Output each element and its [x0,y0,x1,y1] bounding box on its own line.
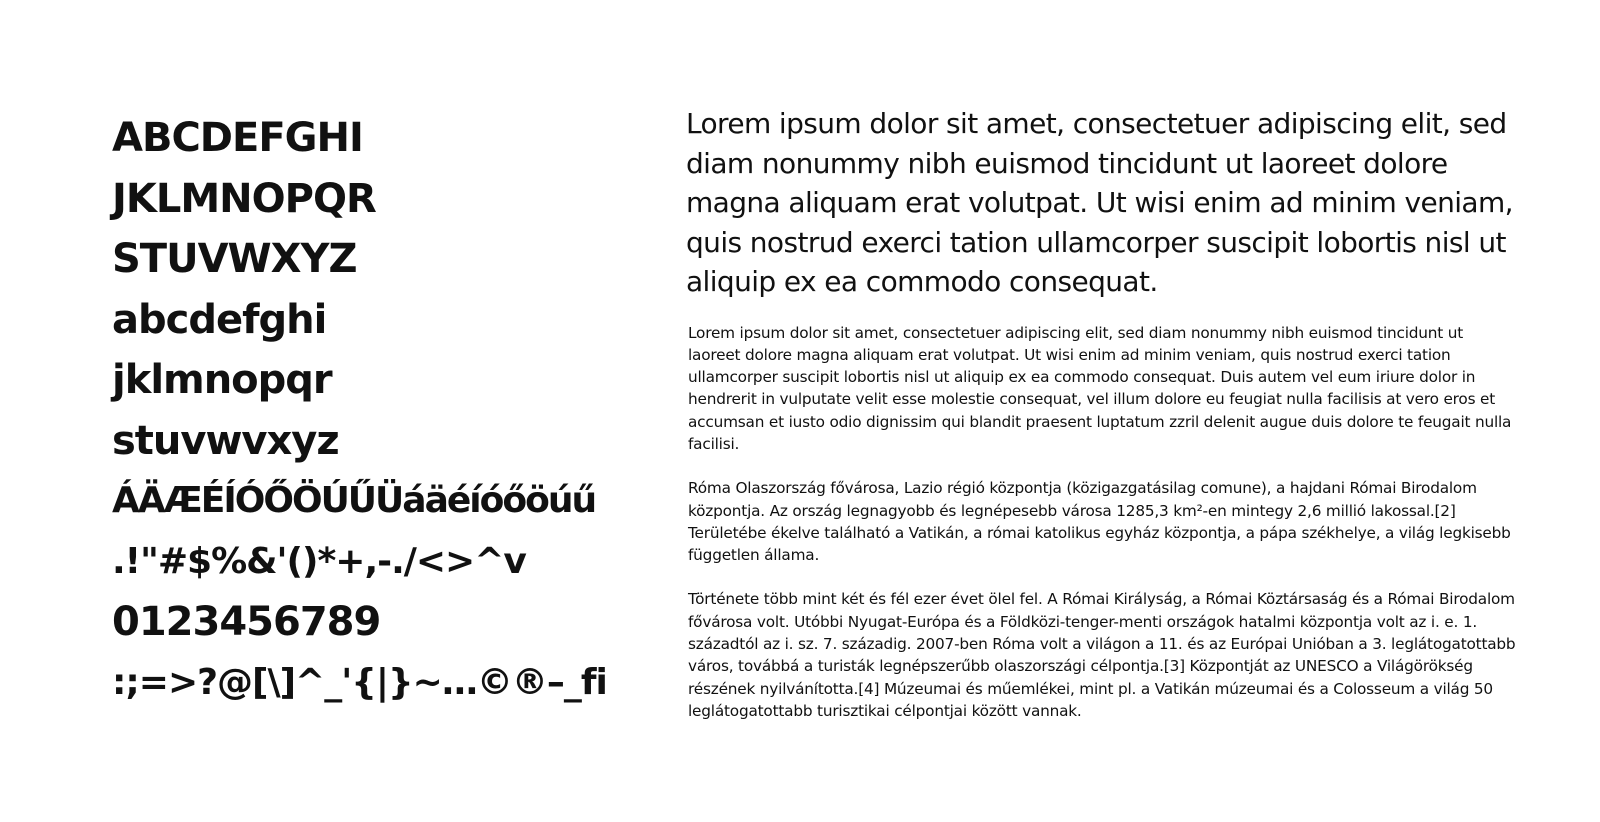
accented-glyphs-row: ÁÄÆÉÍÓŐÖÚŰÜáäéíóőöúű [112,480,596,521]
sample-text-column [686,104,1516,744]
uppercase-row-3: STUVWXYZ [112,236,357,282]
body-sample-paragraph-lorem: Lorem ipsum dolor sit amet, consectetuer adipiscing elit, sed diam nonummy nibh euismod tincidunt ut laoreet dolore magna aliquam erat volutpat. Ut wisi enim ad minim veniam, quis nostrud exerci tation ullamcorper suscipit lobortis nisl ut aliquip ex ea commodo consequat. Duis autem vel eum iriure dolor in hendrerit in vulputate velit esse molestie consequat, vel illum dolore eu feugiat nulla facilisis at vero eros et accumsan et iusto odio dignissim qui blandit praesent luptatum zzril delenit augue duis dolore te feugait nulla facilisi. [688,323,1512,453]
symbols-row: :;=>?@[\]^_'{|}~…©®–_fi [112,661,607,703]
body-sample-paragraph-roma: Róma Olaszország fővárosa, Lazio régió központja (közigazgatásilag comune), a hajdani Római Birodalom központja. Az ország legnagyobb és legnépesebb városa 1285,3 km²-en mintegy 2,6 millió lakossal.[2] Területébe ékelve található a Vatikán, a római katolikus egyház központja, a pápa székhelye, a világ legkisebb független állama. [688,479,1511,565]
lowercase-row-3: stuvwvxyz [112,417,339,464]
display-sample-paragraph: Lorem ipsum dolor sit amet, consectetuer adipiscing elit, sed diam nonummy nibh euismod tincidunt ut laoreet dolore magna aliquam erat volutpat. Ut wisi enim ad minim veniam, quis nostrud exerci tation ullamcorper suscipit lobortis nisl ut aliquip ex ea commodo consequat. [686,107,1513,298]
lowercase-row-2: jklmnopqr [112,357,332,403]
lowercase-row-1: abcdefghi [112,296,327,343]
glyph-specimen [112,108,657,713]
uppercase-row-2: JKLMNOPQR [112,175,376,222]
body-sample-paragraph-history: Története több mint két és fél ezer évet ölel fel. A Római Királyság, a Római Köztársaság és a Római Birodalom fővárosa volt. Utóbbi Nyugat-Európa és a Földközi-tenger-menti országok hatalmi központja volt az i. e. 1. századtól az i. sz. 7. századig. 2007-ben Róma volt a világon a 11. és az Európai Unióban a 3. leglátogatottabb város, továbbá a turisták legnépszerűbb olaszországi célpontja.[3] Központját az UNESCO a Világörökség részének nyilvánította.[4] Múzeumai és műemlékei, mint pl. a Vatikán múzeumai és a Colosseum a világ 50 leglátogatottabb turisztikai célpontjai között vannak. [688,590,1516,720]
uppercase-row-1: ABCDEFGHI [112,115,363,161]
numerals-row: 0123456789 [112,599,381,645]
punctuation-row: .!"#$%&'()*+,-./<>^v [112,540,526,582]
